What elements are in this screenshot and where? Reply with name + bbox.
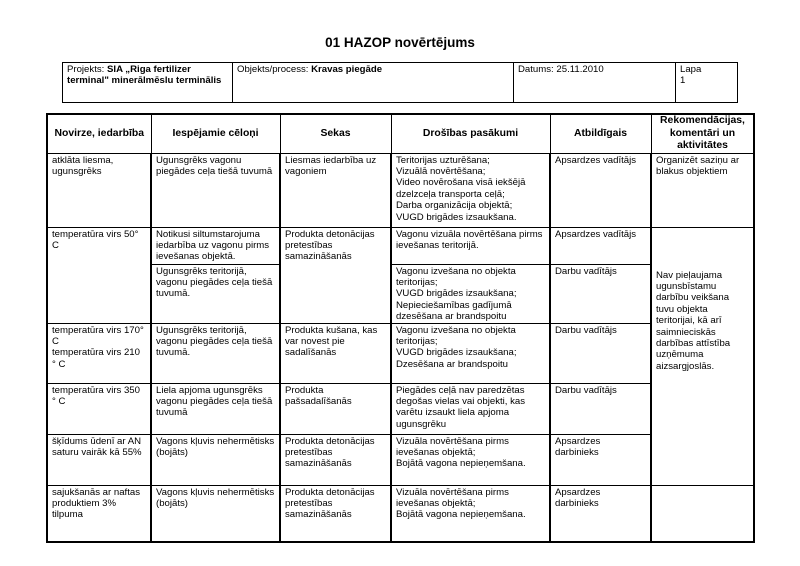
cause-cell: Ugunsgrēks teritorijā, vagonu piegādes ceļa tiešā tuvumā. bbox=[151, 323, 280, 383]
table-row bbox=[47, 264, 754, 323]
page-value: 1 bbox=[680, 75, 686, 87]
hazop-table bbox=[46, 113, 755, 543]
consequence-cell: Liesmas iedarbība uz vagoniem bbox=[280, 153, 391, 227]
consequence-cell: Produkta pašsadalīšanās bbox=[280, 383, 391, 434]
measures-cell: Teritorijas uzturēšana; Vizuālā novērtēšana; Video novērošana visā iekšējā dzelzceļa transporta ceļā; Darba organizācija objektā; VUGD brigādes izsaukšana. bbox=[391, 153, 550, 227]
page-cell bbox=[676, 63, 738, 103]
deviation-cell: sajukšanās ar naftas produktiem 3% tilpuma bbox=[47, 485, 151, 542]
header-recommendations: Rekomendācijas, komentāri un aktivitātes bbox=[651, 114, 754, 153]
header-causes: Iespējamie cēloņi bbox=[151, 114, 280, 153]
cause-cell: Liela apjoma ugunsgrēks vagonu piegādes ceļa tiešā tuvumā bbox=[151, 383, 280, 434]
recommendation-cell bbox=[651, 485, 754, 542]
deviation-cell: atklāta liesma, ugunsgrēks bbox=[47, 153, 151, 227]
header-responsible: Atbildīgais bbox=[550, 114, 651, 153]
table-row bbox=[47, 227, 754, 264]
page-label: Lapa bbox=[680, 64, 702, 75]
object-label: Objekts/process: bbox=[237, 64, 309, 75]
date-cell bbox=[514, 63, 676, 103]
responsible-cell: Apsardzes darbinieks bbox=[550, 485, 651, 542]
table-row bbox=[47, 153, 754, 227]
deviation-cell: šķīdums ūdenī ar AN saturu vairāk kā 55% bbox=[47, 434, 151, 485]
cause-cell: Ugunsgrēks vagonu piegādes ceļa tiešā tuvumā bbox=[151, 153, 280, 227]
header-row bbox=[47, 114, 754, 153]
consequence-cell: Produkta detonācijas pretestības samazināšanās bbox=[280, 434, 391, 485]
header-consequences: Sekas bbox=[280, 114, 391, 153]
recommendation-cell: Organizēt saziņu ar blakus objektiem bbox=[651, 153, 754, 227]
responsible-cell: Darbu vadītājs bbox=[550, 383, 651, 434]
table-row bbox=[47, 485, 754, 542]
object-value: Kravas piegāde bbox=[311, 64, 383, 75]
deviation-cell: temperatūra virs 350 ° C bbox=[47, 383, 151, 434]
deviation-cell: temperatūra virs 50° C bbox=[47, 227, 151, 323]
responsible-cell: Apsardzes vadītājs bbox=[550, 153, 651, 227]
info-table bbox=[62, 62, 738, 103]
cause-cell: Vagons kļuvis nehermētisks (bojāts) bbox=[151, 485, 280, 542]
cause-cell: Notikusi siltumstarojuma iedarbība uz vagonu pirms ievešanas objektā. bbox=[151, 227, 280, 264]
date-label: Datums: bbox=[518, 64, 554, 75]
consequence-cell: Produkta detonācijas pretestības samazināšanās bbox=[280, 485, 391, 542]
responsible-cell: Apsardzes darbinieks bbox=[550, 434, 651, 485]
deviation-cell: temperatūra virs 170° C temperatūra virs 210 ° C bbox=[47, 323, 151, 383]
measures-cell: Vizuāla novērtēšana pirms ievešanas objektā; Bojātā vagona nepieņemšana. bbox=[391, 485, 550, 542]
measures-cell: Vagonu izvešana no objekta teritorijas; VUGD brigādes izsaukšana; Dzesēšana ar brandspoitu bbox=[391, 323, 550, 383]
header-deviation: Novirze, iedarbība bbox=[47, 114, 151, 153]
table-row bbox=[47, 323, 754, 383]
responsible-cell: Apsardzes vadītājs bbox=[550, 227, 651, 264]
page-title: 01 HAZOP novērtējums bbox=[325, 35, 475, 50]
cause-cell: Vagons kļuvis nehermētisks (bojāts) bbox=[151, 434, 280, 485]
header-measures: Drošības pasākumi bbox=[391, 114, 550, 153]
project-value: SIA „Riga fertilizer terminal" minerālmēslu terminālis bbox=[67, 64, 222, 87]
measures-cell: Vizuāla novērtēšana pirms ievešanas objektā; Bojātā vagona nepieņemšana. bbox=[391, 434, 550, 485]
date-value: 25.11.2010 bbox=[556, 64, 604, 75]
measures-cell: Vagonu izvešana no objekta teritorijas; VUGD brigādes izsaukšana; Nepieciešamības gadījumā dzesēšana ar brandspoitu bbox=[391, 264, 550, 323]
cause-cell: Ugunsgrēks teritorijā, vagonu piegādes ceļa tiešā tuvumā. bbox=[151, 264, 280, 323]
consequence-cell: Produkta detonācijas pretestības samazināšanās bbox=[280, 227, 391, 323]
object-cell bbox=[233, 63, 514, 103]
measures-cell: Piegādes ceļā nav paredzētas degošas vielas vai objekti, kas varētu izsaukt liela apjoma ugunsgrēku bbox=[391, 383, 550, 434]
responsible-cell: Darbu vadītājs bbox=[550, 323, 651, 383]
recommendation-cell: Nav pieļaujama ugunsbīstamu darbību veikšana tuvu objekta teritorijai, kā arī saimnieciskās darbības attīstība uzņēmuma aizsargjoslās. bbox=[651, 227, 754, 485]
project-label: Projekts: bbox=[67, 64, 105, 75]
table-row bbox=[47, 383, 754, 434]
responsible-cell: Darbu vadītājs bbox=[550, 264, 651, 323]
table-row bbox=[47, 434, 754, 485]
measures-cell: Vagonu vizuāla novērtēšana pirms ievešanas teritorijā. bbox=[391, 227, 550, 264]
project-cell bbox=[63, 63, 233, 103]
consequence-cell: Produkta kušana, kas var novest pie sadalīšanās bbox=[280, 323, 391, 383]
